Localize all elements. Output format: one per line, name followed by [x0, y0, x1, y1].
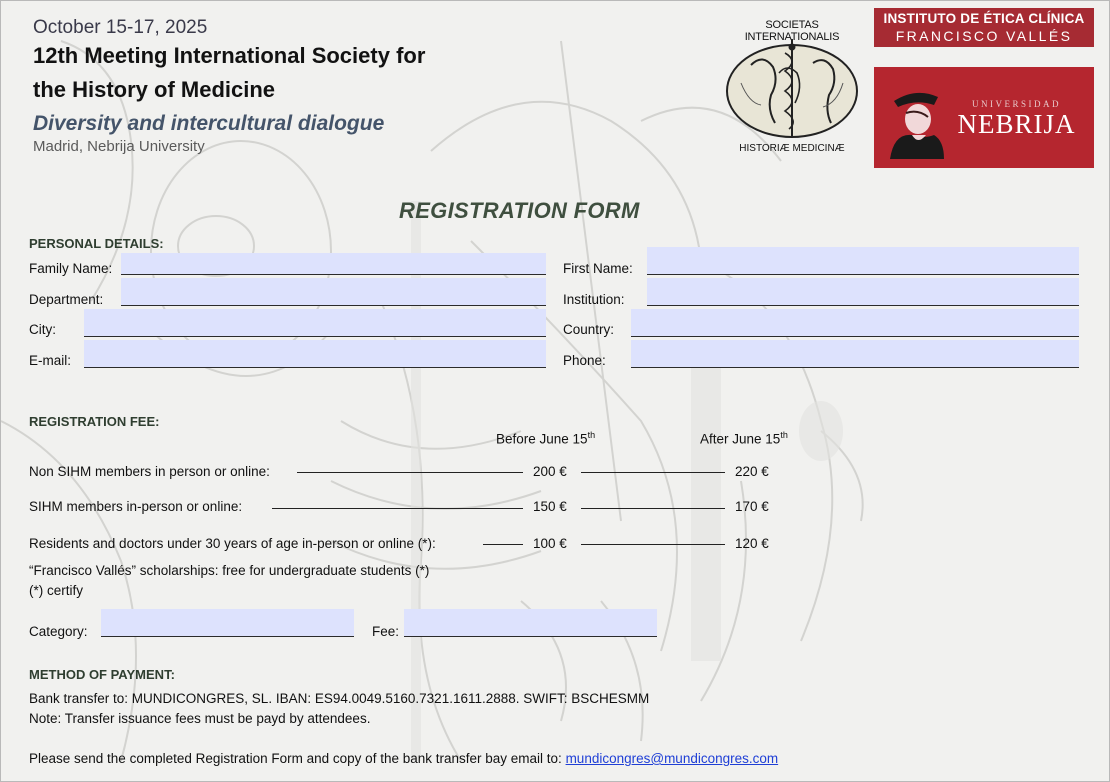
fee-row-leader-line — [581, 472, 725, 473]
event-date: October 15-17, 2025 — [33, 17, 208, 38]
seal-top-text: SOCIETAS INTERNATIONALIS — [744, 19, 840, 43]
fee-field[interactable] — [404, 609, 657, 637]
fee-row-after-price: 170 € — [735, 499, 769, 514]
category-field[interactable] — [101, 609, 354, 637]
event-subtitle: Diversity and intercultural dialogue — [33, 112, 385, 135]
submission-text: Please send the completed Registration Form and copy of the bank transfer bay email to: — [29, 751, 562, 766]
country-field[interactable] — [631, 309, 1079, 337]
phone-label: Phone: — [563, 353, 606, 368]
event-title-line-2: the History of Medicine — [33, 77, 276, 102]
institution-field[interactable] — [647, 278, 1079, 306]
first-name-field[interactable] — [647, 247, 1079, 275]
fee-row-after-price: 220 € — [735, 464, 769, 479]
department-field[interactable] — [121, 278, 546, 306]
form-title: REGISTRATION FORM — [399, 198, 640, 223]
registration-fee-heading: REGISTRATION FEE: — [29, 414, 160, 429]
event-title-line-1: 12th Meeting International Society for — [33, 43, 426, 68]
nebrija-university-logo — [874, 67, 1094, 168]
etica-logo-line-1: INSTITUTO DE ÉTICA CLÍNICA — [883, 11, 1085, 26]
event-venue: Madrid, Nebrija University — [33, 138, 205, 155]
after-date-column-header: After June 15th — [700, 430, 788, 447]
nebrija-portrait-icon — [886, 83, 946, 159]
family-name-field[interactable] — [121, 253, 546, 275]
fee-row-before-price: 200 € — [533, 464, 567, 479]
fee-row-leader-line — [483, 544, 523, 545]
family-name-label: Family Name: — [29, 261, 113, 276]
department-label: Department: — [29, 292, 104, 307]
contact-email-link[interactable]: mundicongres@mundicongres.com — [565, 751, 779, 766]
bank-transfer-details: Bank transfer to: MUNDICONGRES, SL. IBAN: ES94.0049.5160.7321.1611.2888. SWIFT: BSCHESMM — [29, 691, 650, 706]
fee-row-label: Non SIHM members in person or online: — [29, 464, 270, 479]
city-label: City: — [29, 322, 56, 337]
first-name-label: First Name: — [563, 261, 633, 276]
submission-instructions — [29, 751, 778, 766]
country-label: Country: — [563, 322, 615, 337]
payment-heading: METHOD OF PAYMENT: — [29, 667, 175, 682]
email-field[interactable] — [84, 340, 546, 368]
transfer-fees-note: Note: Transfer issuance fees must be payd by attendees. — [29, 711, 371, 726]
fee-row-leader-line — [297, 472, 523, 473]
seal-faces-emblem — [721, 33, 863, 143]
category-label: Category: — [29, 624, 88, 639]
fee-row-leader-line — [581, 508, 725, 509]
fee-label: Fee: — [372, 624, 400, 639]
personal-details-heading: PERSONAL DETAILS: — [29, 236, 164, 251]
fee-row-leader-line — [581, 544, 725, 545]
phone-field[interactable] — [631, 340, 1079, 368]
fee-row-after-price: 120 € — [735, 536, 769, 551]
city-field[interactable] — [84, 309, 546, 337]
fee-row-before-price: 150 € — [533, 499, 567, 514]
scholarship-note: “Francisco Vallés” scholarships: free for undergraduate students (*) — [29, 563, 430, 578]
institution-label: Institution: — [563, 292, 625, 307]
nebrija-small-text: UNIVERSIDAD — [972, 99, 1061, 109]
fee-row-leader-line — [272, 508, 523, 509]
before-date-column-header: Before June 15th — [496, 430, 596, 447]
sihm-seal-logo — [721, 15, 863, 163]
fee-row-label: SIHM members in-person or online: — [29, 499, 243, 514]
seal-bottom-text: HISTORIÆ MEDICINÆ — [739, 143, 845, 154]
etica-clinica-logo — [874, 8, 1094, 47]
fee-row-before-price: 100 € — [533, 536, 567, 551]
email-label: E-mail: — [29, 353, 72, 368]
nebrija-big-text: NEBRIJA — [957, 109, 1076, 139]
etica-logo-line-2: FRANCISCO VALLÉS — [895, 28, 1073, 44]
fee-row-label: Residents and doctors under 30 years of age in-person or online (*): — [29, 536, 436, 551]
certify-note: (*) certify — [29, 583, 83, 598]
